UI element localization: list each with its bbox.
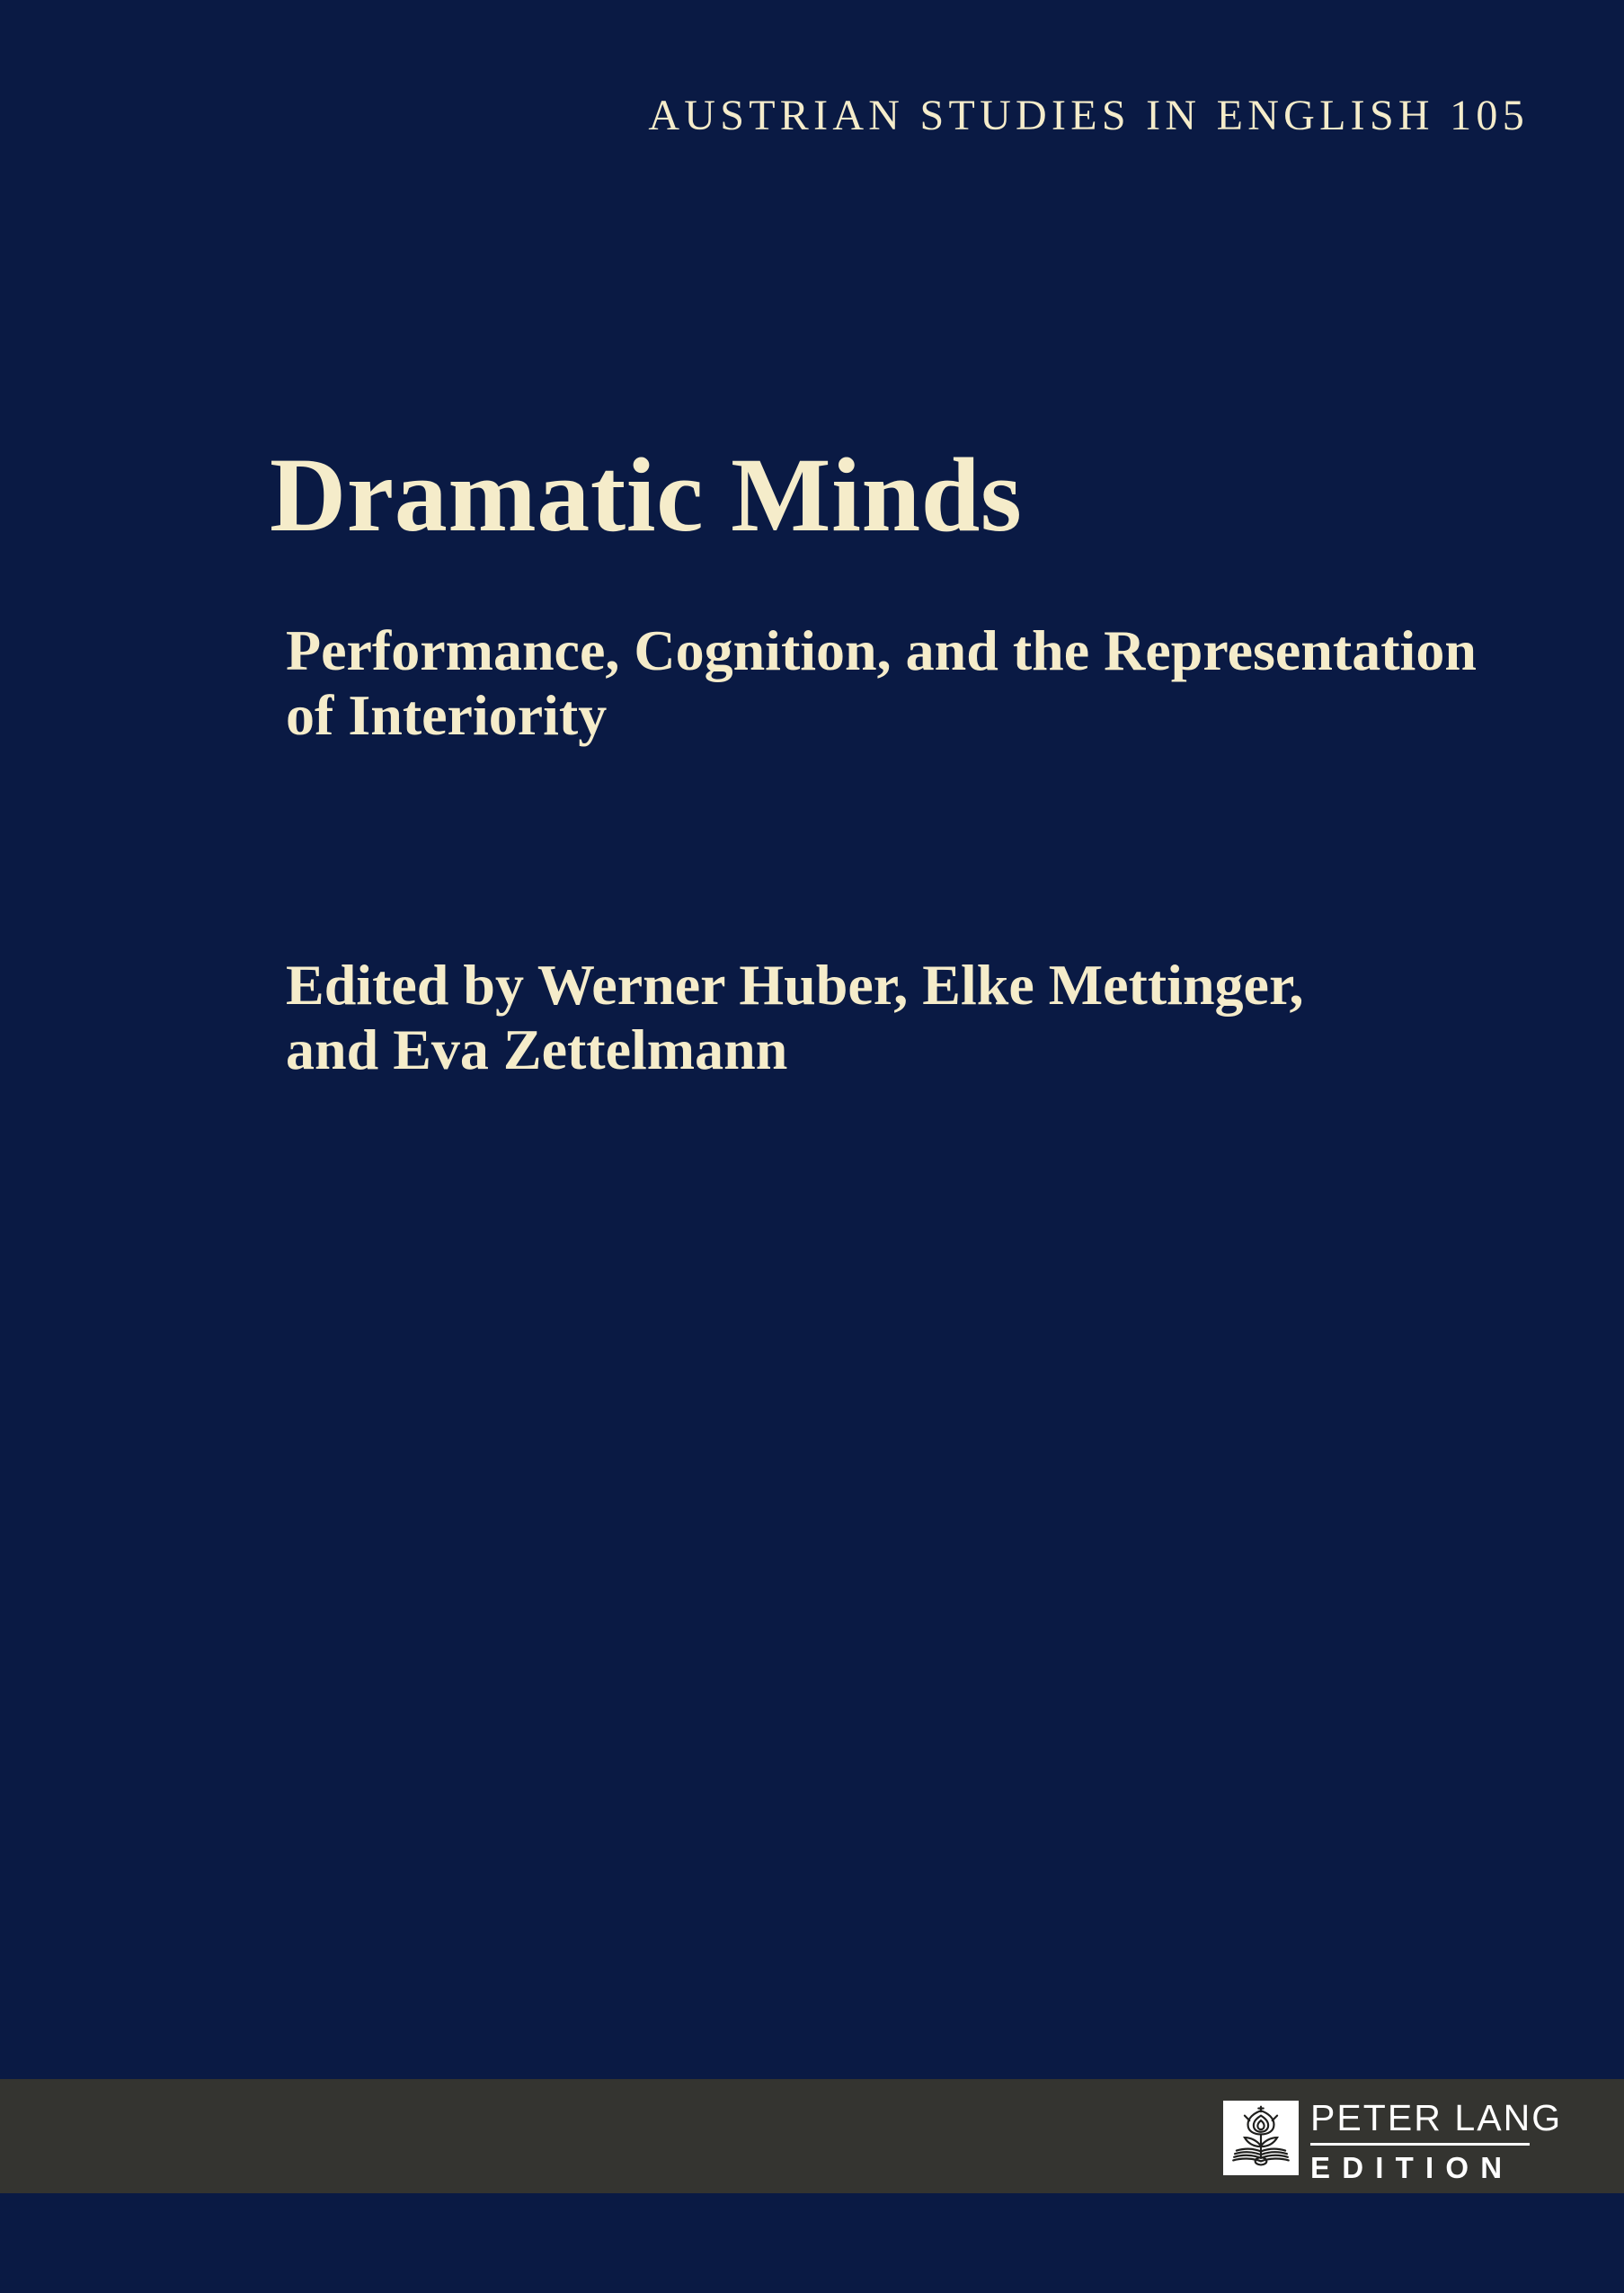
publisher-band (0, 2079, 1624, 2193)
series-label: AUSTRIAN STUDIES IN ENGLISH 105 (648, 92, 1529, 139)
book-subtitle (286, 618, 1477, 748)
book-title: Dramatic Minds (270, 436, 1023, 554)
subtitle-line-1: Performance, Cognition, and the Representation (286, 618, 1477, 682)
publisher-rule-divider (1310, 2143, 1530, 2146)
publisher-logo-box (1223, 2101, 1299, 2175)
peter-lang-logo-icon (1227, 2104, 1295, 2173)
editors-line-1: Edited by Werner Huber, Elke Mettinger, (286, 953, 1304, 1017)
publisher-name: PETER LANG (1310, 2097, 1563, 2138)
publisher-wordmark (1310, 2097, 1563, 2184)
publisher-edition-label: EDITION (1310, 2151, 1514, 2184)
subtitle-line-2: of Interiority (286, 683, 608, 747)
editors-line-2: and Eva Zettelmann (286, 1018, 788, 1081)
book-editors (286, 953, 1303, 1082)
